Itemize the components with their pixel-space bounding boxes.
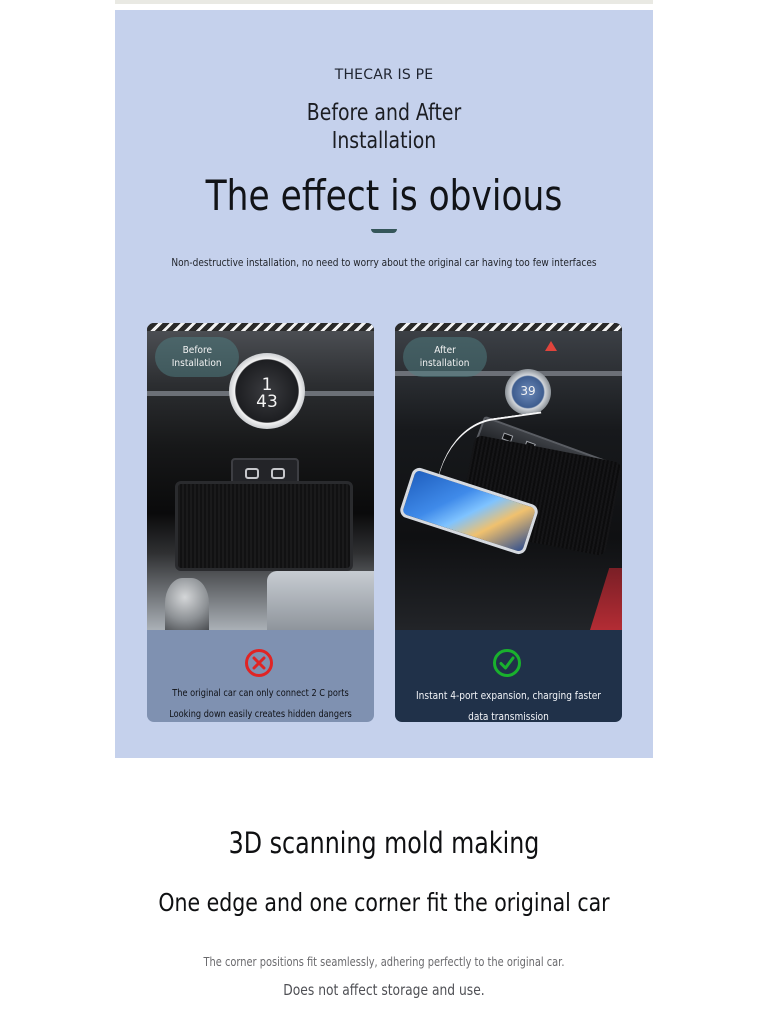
after-tag-line1: After	[434, 345, 456, 356]
headline: The effect is obvious	[205, 171, 563, 220]
before-tag-line1: Before	[182, 345, 212, 356]
comparison-subheading	[163, 99, 604, 155]
comparison-subheading-line1: Before and After	[306, 100, 462, 126]
red-x-circle-icon	[244, 648, 274, 678]
intro-text: Non-destructive installation, no need to worry about the original car having too few interfaces	[171, 256, 597, 269]
brand-title: THECAR IS PE	[334, 67, 434, 83]
usb-c-port-icon	[245, 468, 259, 479]
after-tag-line2: installation	[420, 358, 470, 369]
after-caption-line1: Instant 4-port expansion, charging faster	[416, 689, 601, 702]
comparison-subheading-line2: Installation	[331, 128, 437, 154]
before-tag	[155, 337, 239, 377]
feature-note: Does not affect storage and use.	[283, 981, 485, 999]
center-knob-icon	[229, 353, 305, 429]
usb-c-port-icon	[271, 468, 285, 479]
accent-divider	[371, 229, 397, 233]
storage-tray	[175, 481, 353, 571]
center-console	[267, 571, 374, 630]
center-knob-icon	[505, 369, 551, 415]
after-tag	[403, 337, 487, 377]
before-after-banner	[115, 10, 653, 758]
after-card	[395, 323, 622, 722]
before-installation-photo	[147, 323, 374, 630]
after-caption-line2: data transmission	[468, 710, 549, 722]
gear-shifter	[165, 578, 209, 630]
feature-description: The corner positions fit seamlessly, adhering perfectly to the original car.	[203, 955, 565, 969]
feature-subtitle: One edge and one corner fit the original car	[158, 888, 610, 917]
before-card	[147, 323, 374, 722]
knob-readout: 39	[520, 384, 536, 398]
knob-readout: 1 43	[256, 375, 278, 412]
green-check-circle-icon	[492, 648, 522, 678]
before-caption-line1: The original car can only connect 2 C ports	[172, 688, 349, 699]
before-tag-line2: Installation	[172, 358, 222, 369]
vent-pattern	[147, 323, 374, 331]
top-divider	[115, 0, 653, 4]
vent-pattern	[395, 323, 622, 331]
before-caption-line2: Looking down easily creates hidden dangers	[169, 709, 352, 720]
seat-trim	[590, 568, 622, 630]
after-installation-photo	[395, 323, 622, 630]
hazard-light-icon	[545, 341, 557, 351]
feature-title: 3D scanning mold making	[228, 826, 540, 860]
